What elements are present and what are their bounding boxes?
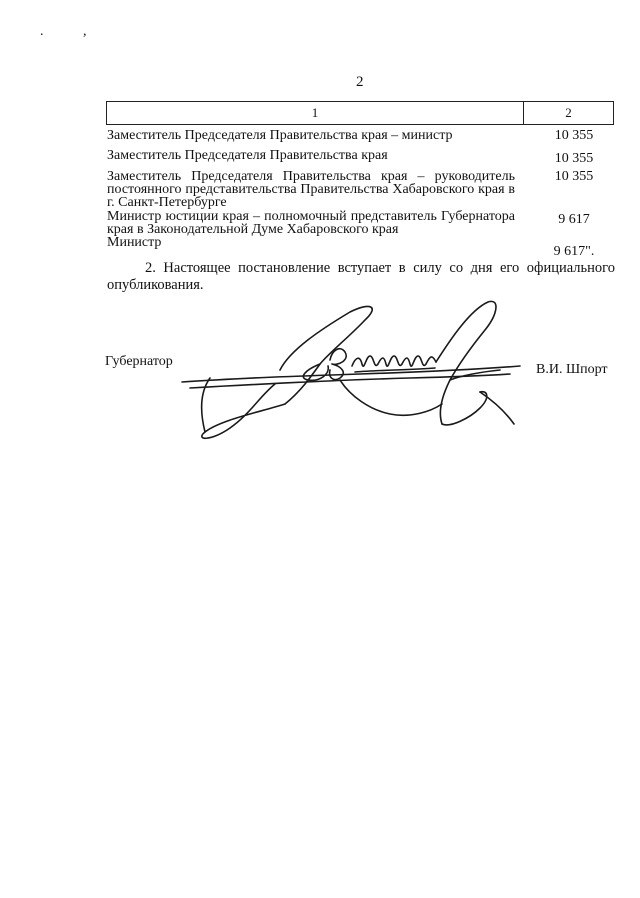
page-number: 2 (356, 74, 364, 90)
table-header (106, 101, 614, 125)
handwritten-signature (180, 300, 530, 440)
page-marks: . , (40, 24, 105, 39)
table-header-col2: 2 (565, 105, 572, 120)
row-label: Министр (107, 235, 162, 250)
table-header-col1: 1 (107, 102, 524, 124)
row-value: 10 355 (554, 151, 594, 166)
row-label: Заместитель Председателя Правительства края (107, 148, 388, 163)
row-value: 9 617 (558, 212, 590, 227)
body-paragraph: 2. Настоящее постановление вступает в силу со дня его официального опубликования. (107, 260, 615, 293)
row-label: Министр юстиции края – полномочный представитель Губернатора края в Законодательной Думе Хабаровского края (107, 209, 515, 237)
row-label: Заместитель Председателя Правительства края – министр (107, 128, 453, 143)
signature-name: В.И. Шпорт (536, 362, 608, 377)
signature-title: Губернатор (105, 354, 173, 369)
row-label: Заместитель Председателя Правительства края – руководитель постоянного представительства Правительства Хабаровского края в г. Санкт-Петербурге (107, 169, 515, 210)
row-value: 10 355 (554, 169, 594, 184)
row-value: 10 355 (554, 128, 594, 143)
row-value: 9 617". (553, 244, 595, 259)
